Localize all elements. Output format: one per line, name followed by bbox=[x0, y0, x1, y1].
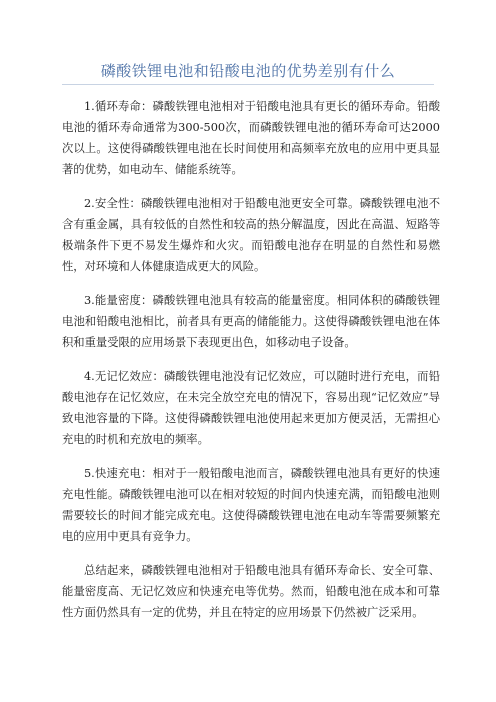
paragraph-energy-density: 3.能量密度：磷酸铁锂电池具有较高的能量密度。相同体积的磷酸铁锂电池和铅酸电池相比，前者具有更高的储能能力。这使得磷酸铁锂电池在体积和重量受限的应用场景下表现更出色，如移动电子设备。 bbox=[62, 294, 440, 349]
paragraph-summary: 总结起来，磷酸铁锂电池相对于铅酸电池具有循环寿命长、安全可靠、能量密度高、无记忆效应和快速充电等优势。然而，铅酸电池在成本和可靠性方面仍然具有一定的优势，并且在特定的应用场景下仍然被广泛采用。 bbox=[62, 564, 440, 619]
document-title: 磷酸铁锂电池和铅酸电池的优势差别有什么 bbox=[100, 62, 396, 80]
paragraph-cycle-life: 1.循环寿命：磷酸铁锂电池相对于铅酸电池具有更长的循环寿命。铅酸电池的循环寿命通常为300-500次，而磷酸铁锂电池的循环寿命可达2000次以上。这使得磷酸铁锂电池在长时间使用和高频率充放电的应用中更具显著的优势，如电动车、储能系统等。 bbox=[62, 100, 440, 176]
paragraph-memory-effect: 4.无记忆效应：磷酸铁锂电池没有记忆效应，可以随时进行充电，而铅酸电池存在记忆效应，在未完全放空充电的情况下，容易出现“记忆效应”导致电池容量的下降。这使得磷酸铁锂电池使用起来更加方便灵活，无需担心充电的时机和充放电的频率。 bbox=[62, 370, 440, 446]
paragraph-safety: 2.安全性：磷酸铁锂电池相对于铅酸电池更安全可靠。磷酸铁锂电池不含有重金属，具有较低的自然性和较高的热分解温度，因此在高温、短路等极端条件下更不易发生爆炸和火灾。而铅酸电池存在明显的自然性和易燃性，对环境和人体健康造成更大的风险。 bbox=[62, 197, 440, 273]
title-divider bbox=[62, 84, 434, 85]
paragraph-fast-charging: 5.快速充电：相对于一般铅酸电池而言，磷酸铁锂电池具有更好的快速充电性能。磷酸铁锂电池可以在相对较短的时间内快速充满，而铅酸电池则需要较长的时间才能完成充电。这使得磷酸铁锂电池在电动车等需要频繁充电的应用中更具有竞争力。 bbox=[62, 467, 440, 543]
document-body bbox=[62, 96, 440, 636]
